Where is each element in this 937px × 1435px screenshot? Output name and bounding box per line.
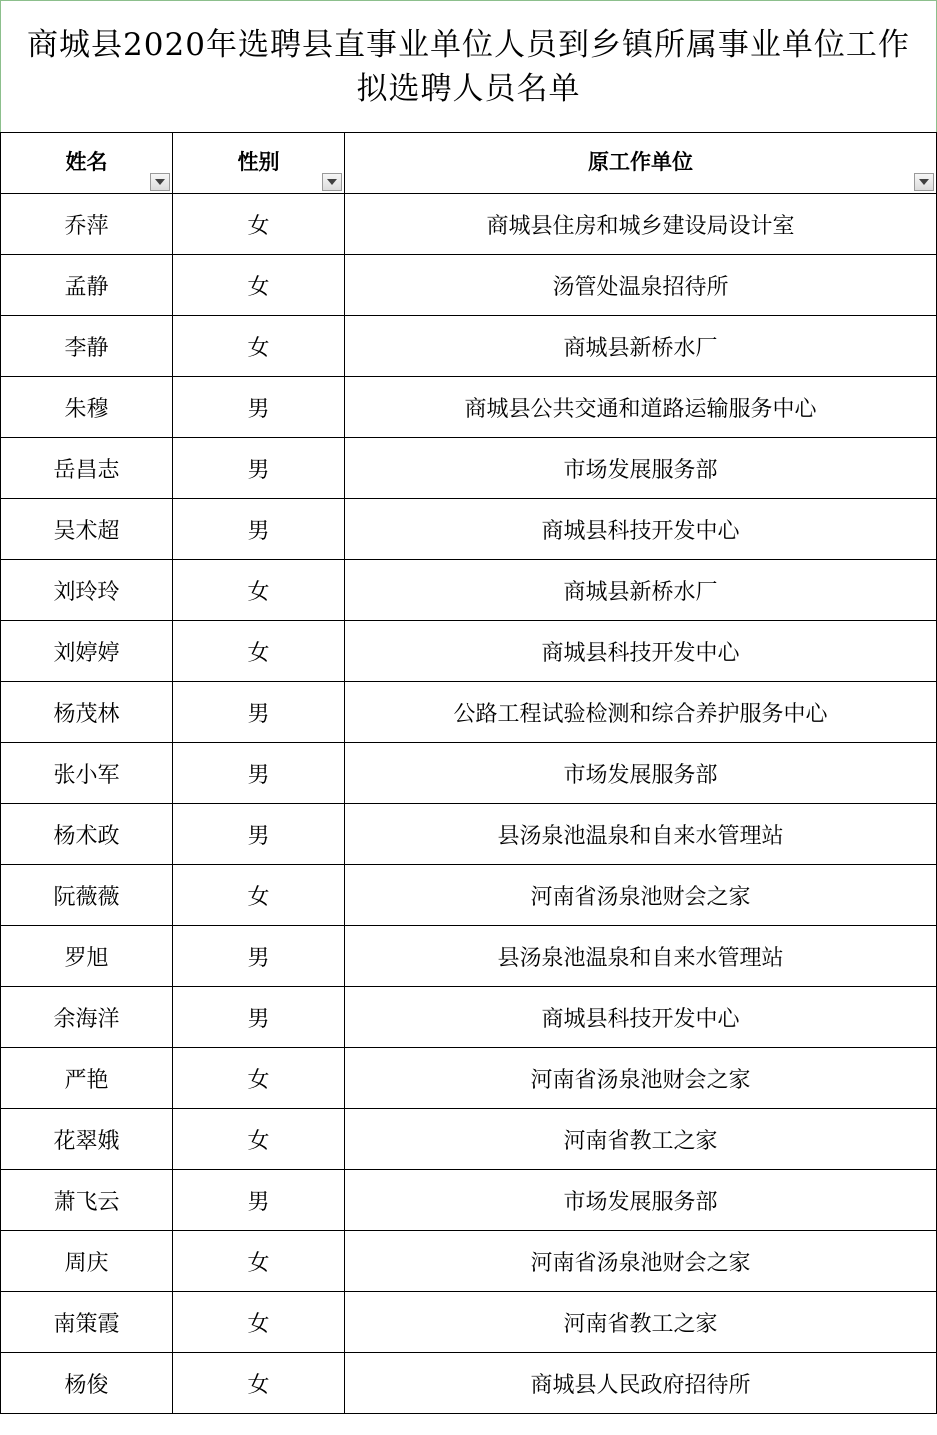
cell-gender[interactable]: 女 xyxy=(173,316,345,377)
header-row xyxy=(1,133,937,194)
cell-gender[interactable]: 男 xyxy=(173,438,345,499)
cell-gender[interactable]: 男 xyxy=(173,1170,345,1231)
filter-dropdown-icon[interactable] xyxy=(322,173,342,191)
cell-gender[interactable]: 男 xyxy=(173,804,345,865)
cell-name[interactable]: 朱穆 xyxy=(1,377,173,438)
cell-gender[interactable]: 女 xyxy=(173,1292,345,1353)
cell-unit[interactable]: 公路工程试验检测和综合养护服务中心 xyxy=(345,682,937,743)
chevron-down-icon xyxy=(919,179,929,185)
table-row xyxy=(1,743,937,804)
cell-gender[interactable]: 男 xyxy=(173,743,345,804)
table-row xyxy=(1,1170,937,1231)
cell-unit[interactable]: 河南省汤泉池财会之家 xyxy=(345,865,937,926)
cell-name[interactable]: 罗旭 xyxy=(1,926,173,987)
cell-name[interactable]: 南策霞 xyxy=(1,1292,173,1353)
cell-unit[interactable]: 商城县科技开发中心 xyxy=(345,987,937,1048)
cell-name[interactable]: 杨术政 xyxy=(1,804,173,865)
cell-name[interactable]: 花翠娥 xyxy=(1,1109,173,1170)
cell-unit[interactable]: 河南省教工之家 xyxy=(345,1109,937,1170)
cell-unit[interactable]: 县汤泉池温泉和自来水管理站 xyxy=(345,926,937,987)
cell-name[interactable]: 余海洋 xyxy=(1,987,173,1048)
cell-name[interactable]: 周庆 xyxy=(1,1231,173,1292)
cell-unit[interactable]: 市场发展服务部 xyxy=(345,743,937,804)
header-unit-label: 原工作单位 xyxy=(588,149,693,174)
cell-gender[interactable]: 男 xyxy=(173,377,345,438)
header-cell-unit[interactable] xyxy=(345,133,937,194)
table-row xyxy=(1,255,937,316)
cell-unit[interactable]: 汤管处温泉招待所 xyxy=(345,255,937,316)
cell-name[interactable]: 李静 xyxy=(1,316,173,377)
cell-unit[interactable]: 商城县住房和城乡建设局设计室 xyxy=(345,194,937,255)
cell-name[interactable]: 杨茂林 xyxy=(1,682,173,743)
filter-dropdown-icon[interactable] xyxy=(150,173,170,191)
table-row xyxy=(1,682,937,743)
table-row xyxy=(1,316,937,377)
cell-unit[interactable]: 商城县人民政府招待所 xyxy=(345,1353,937,1414)
cell-name[interactable]: 孟静 xyxy=(1,255,173,316)
header-cell-gender[interactable] xyxy=(173,133,345,194)
title-line-1: 商城县2020年选聘县直事业单位人员到乡镇所属事业单位工作 xyxy=(27,26,910,63)
cell-gender[interactable]: 女 xyxy=(173,560,345,621)
title-line-2: 拟选聘人员名单 xyxy=(356,70,581,107)
chevron-down-icon xyxy=(155,179,165,185)
chevron-down-icon xyxy=(327,179,337,185)
cell-name[interactable]: 阮薇薇 xyxy=(1,865,173,926)
table-row xyxy=(1,1292,937,1353)
cell-unit[interactable]: 商城县新桥水厂 xyxy=(345,316,937,377)
table-row xyxy=(1,560,937,621)
cell-name[interactable]: 严艳 xyxy=(1,1048,173,1109)
table-row xyxy=(1,1109,937,1170)
cell-gender[interactable]: 女 xyxy=(173,621,345,682)
title-cell[interactable] xyxy=(0,0,937,132)
cell-name[interactable]: 刘婷婷 xyxy=(1,621,173,682)
cell-unit[interactable]: 市场发展服务部 xyxy=(345,1170,937,1231)
cell-unit[interactable]: 商城县新桥水厂 xyxy=(345,560,937,621)
cell-gender[interactable]: 男 xyxy=(173,682,345,743)
filter-dropdown-icon[interactable] xyxy=(914,173,934,191)
cell-gender[interactable]: 女 xyxy=(173,1353,345,1414)
cell-name[interactable]: 吴术超 xyxy=(1,499,173,560)
cell-gender[interactable]: 女 xyxy=(173,1231,345,1292)
cell-name[interactable]: 岳昌志 xyxy=(1,438,173,499)
table-row xyxy=(1,804,937,865)
cell-gender[interactable]: 女 xyxy=(173,1048,345,1109)
cell-gender[interactable]: 女 xyxy=(173,865,345,926)
cell-gender[interactable]: 女 xyxy=(173,194,345,255)
cell-gender[interactable]: 女 xyxy=(173,1109,345,1170)
table-row xyxy=(1,865,937,926)
table-row xyxy=(1,926,937,987)
cell-name[interactable]: 张小军 xyxy=(1,743,173,804)
cell-name[interactable]: 刘玲玲 xyxy=(1,560,173,621)
cell-name[interactable]: 杨俊 xyxy=(1,1353,173,1414)
table-row xyxy=(1,1048,937,1109)
cell-unit[interactable]: 商城县科技开发中心 xyxy=(345,621,937,682)
cell-unit[interactable]: 河南省教工之家 xyxy=(345,1292,937,1353)
personnel-table xyxy=(0,132,937,1414)
cell-unit[interactable]: 商城县科技开发中心 xyxy=(345,499,937,560)
table-row xyxy=(1,987,937,1048)
cell-unit[interactable]: 县汤泉池温泉和自来水管理站 xyxy=(345,804,937,865)
cell-unit[interactable]: 市场发展服务部 xyxy=(345,438,937,499)
cell-unit[interactable]: 河南省汤泉池财会之家 xyxy=(345,1048,937,1109)
cell-unit[interactable]: 河南省汤泉池财会之家 xyxy=(345,1231,937,1292)
table-row xyxy=(1,377,937,438)
cell-unit[interactable]: 商城县公共交通和道路运输服务中心 xyxy=(345,377,937,438)
cell-gender[interactable]: 男 xyxy=(173,499,345,560)
table-row xyxy=(1,194,937,255)
cell-name[interactable]: 乔萍 xyxy=(1,194,173,255)
table-row xyxy=(1,1231,937,1292)
header-gender-label: 性别 xyxy=(237,149,280,174)
cell-gender[interactable]: 男 xyxy=(173,987,345,1048)
table-row xyxy=(1,1353,937,1414)
header-cell-name[interactable] xyxy=(1,133,173,194)
header-name-label: 姓名 xyxy=(65,149,108,174)
cell-name[interactable]: 萧飞云 xyxy=(1,1170,173,1231)
table-row xyxy=(1,499,937,560)
cell-gender[interactable]: 女 xyxy=(173,255,345,316)
cell-gender[interactable]: 男 xyxy=(173,926,345,987)
table-body xyxy=(1,194,937,1414)
table-row xyxy=(1,438,937,499)
table-row xyxy=(1,621,937,682)
